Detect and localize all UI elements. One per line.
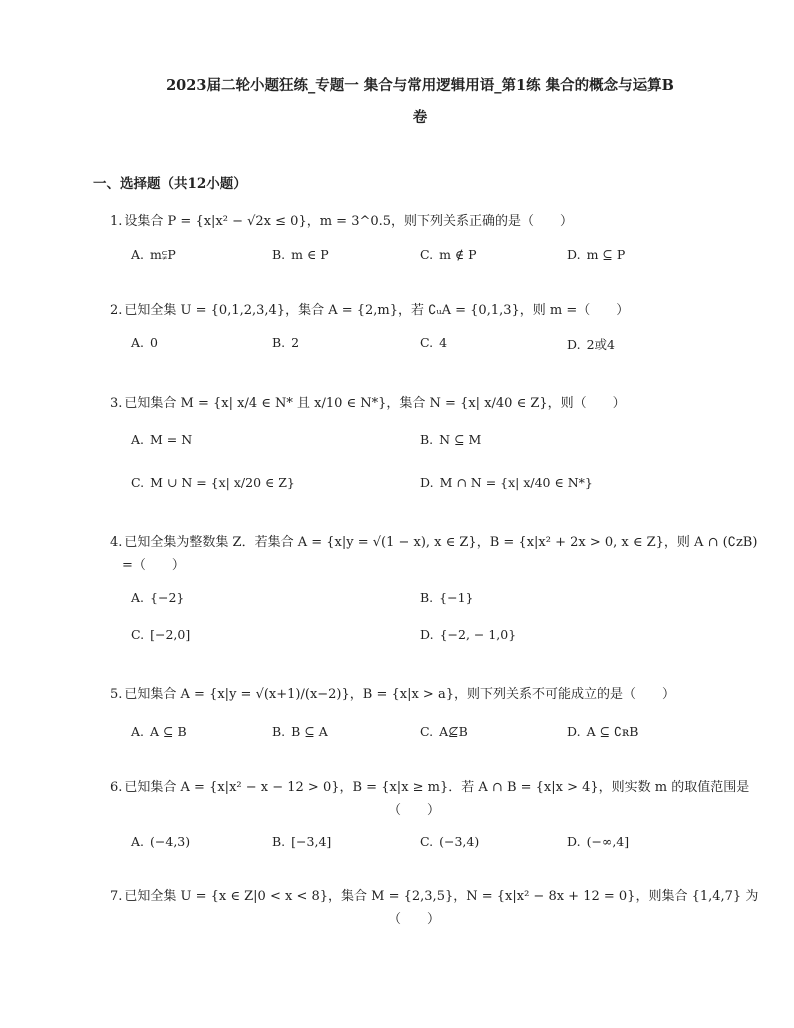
question-4 <box>110 531 757 573</box>
option-text: N ⊆ M <box>439 432 482 447</box>
option-text: [−2,0] <box>150 627 191 642</box>
option-label: B. <box>272 247 286 262</box>
question-text-continued: （ ） <box>388 803 441 818</box>
option-label: C. <box>420 335 434 350</box>
option-d[interactable] <box>420 627 516 642</box>
option-label: D. <box>567 337 581 352</box>
option-b[interactable] <box>272 724 328 739</box>
question-6 <box>110 776 749 818</box>
section-heading: 一、选择题（共12小题） <box>93 176 247 192</box>
option-text: 4 <box>439 335 448 350</box>
option-label: A. <box>131 834 145 849</box>
question-number: 5. <box>110 687 123 702</box>
option-label: A. <box>131 724 145 739</box>
option-d[interactable] <box>567 724 638 739</box>
question-text-continued: （ ） <box>388 912 441 927</box>
option-text: (−3,4) <box>439 834 480 849</box>
option-label: B. <box>420 590 434 605</box>
option-a[interactable] <box>131 590 184 605</box>
option-d[interactable] <box>567 335 615 353</box>
question-1 <box>110 210 573 229</box>
question-3 <box>110 392 626 411</box>
option-b[interactable] <box>272 335 299 350</box>
option-text: 0 <box>150 335 158 350</box>
option-label: C. <box>420 724 434 739</box>
question-number: 6. <box>110 780 123 795</box>
option-c[interactable] <box>420 335 447 350</box>
option-b[interactable] <box>420 432 481 447</box>
option-text: {−2} <box>150 590 185 605</box>
option-label: B. <box>272 335 286 350</box>
option-a[interactable] <box>131 724 187 739</box>
question-2 <box>110 299 629 318</box>
option-text: A ⊆ B <box>150 724 187 739</box>
option-d[interactable] <box>567 834 629 849</box>
option-text: M ∪ N = {x| x/20 ∈ Z} <box>150 475 295 490</box>
question-text: 已知集合 A = {x|x² − x − 12 > 0}，B = {x|x ≥ m}．若 A ∩ B = {x|x > 4}，则实数 m 的取值范围是 <box>124 780 750 795</box>
question-7 <box>110 885 758 927</box>
option-text: 2或4 <box>586 337 615 352</box>
option-label: C. <box>420 834 434 849</box>
option-b[interactable] <box>272 247 329 262</box>
option-label: A. <box>131 590 145 605</box>
question-text: 设集合 P = {x|x² − √2x ≤ 0}，m = 3^0.5，则下列关系正确的是（ ） <box>124 214 574 229</box>
question-5 <box>110 683 675 702</box>
option-text: m ∉ P <box>439 247 477 262</box>
option-label: D. <box>567 724 581 739</box>
question-text: 已知全集 U = {0,1,2,3,4}，集合 A = {2,m}，若 ∁ᵤA = {0,1,3}，则 m =（ ） <box>124 303 630 318</box>
option-text: B ⊆ A <box>291 724 328 739</box>
option-label: A. <box>131 247 145 262</box>
option-b[interactable] <box>272 834 331 849</box>
title-line-2: 卷 <box>412 109 428 126</box>
question-number: 1. <box>110 214 123 229</box>
option-label: D. <box>567 247 581 262</box>
option-a[interactable] <box>131 247 176 263</box>
option-text: A ⊆ ∁ʀB <box>586 724 639 739</box>
question-number: 3. <box>110 396 123 411</box>
option-label: B. <box>420 432 434 447</box>
option-label: B. <box>272 724 286 739</box>
option-label: D. <box>420 475 434 490</box>
question-text: 已知全集为整数集 Z．若集合 A = {x|y = √(1 − x), x ∈ Z}，B = {x|x² + 2x > 0, x ∈ Z}，则 A ∩ (∁zB) <box>124 535 758 550</box>
option-text: m ∈ P <box>291 247 329 262</box>
question-text-continued: =（ ） <box>122 558 185 573</box>
option-text: M = N <box>150 432 193 447</box>
option-label: A. <box>131 432 145 447</box>
question-text: 已知全集 U = {x ∈ Z|0 < x < 8}，集合 M = {2,3,5}，N = {x|x² − 8x + 12 = 0}，则集合 {1,4,7} 为 <box>124 889 759 904</box>
option-d[interactable] <box>420 475 593 490</box>
option-text: m⫋P <box>150 247 176 262</box>
option-label: D. <box>567 834 581 849</box>
option-text: {−2, − 1,0} <box>439 627 517 642</box>
question-number: 7. <box>110 889 123 904</box>
option-text: (−4,3) <box>150 834 191 849</box>
option-d[interactable] <box>567 247 625 262</box>
option-c[interactable] <box>131 627 190 642</box>
option-label: A. <box>131 335 145 350</box>
option-label: C. <box>131 627 145 642</box>
option-label: C. <box>131 475 145 490</box>
option-label: C. <box>420 247 434 262</box>
option-text: M ∩ N = {x| x/40 ∈ N*} <box>439 475 593 490</box>
option-c[interactable] <box>420 724 468 739</box>
question-text: 已知集合 A = {x|y = √(x+1)/(x−2)}，B = {x|x > a}，则下列关系不可能成立的是（ ） <box>124 687 675 702</box>
option-c[interactable] <box>131 475 295 490</box>
option-label: B. <box>272 834 286 849</box>
option-text: (−∞,4] <box>586 834 630 849</box>
option-c[interactable] <box>420 247 477 262</box>
title-line-1: 2023届二轮小题狂练_专题一 集合与常用逻辑用语_第1练 集合的概念与运算B <box>166 77 674 94</box>
document-title <box>140 70 700 134</box>
option-text: {−1} <box>439 590 474 605</box>
option-text: [−3,4] <box>291 834 332 849</box>
option-a[interactable] <box>131 834 190 849</box>
question-number: 2. <box>110 303 123 318</box>
option-text: A⊈B <box>439 724 468 739</box>
option-label: D. <box>420 627 434 642</box>
option-a[interactable] <box>131 335 158 350</box>
question-number: 4. <box>110 535 123 550</box>
option-text: m ⊆ P <box>586 247 626 262</box>
option-b[interactable] <box>420 590 474 605</box>
option-text: 2 <box>291 335 300 350</box>
question-text: 已知集合 M = {x| x/4 ∈ N* 且 x/10 ∈ N*}，集合 N = {x| x/40 ∈ Z}，则（ ） <box>124 396 626 411</box>
option-c[interactable] <box>420 834 479 849</box>
option-a[interactable] <box>131 432 192 447</box>
